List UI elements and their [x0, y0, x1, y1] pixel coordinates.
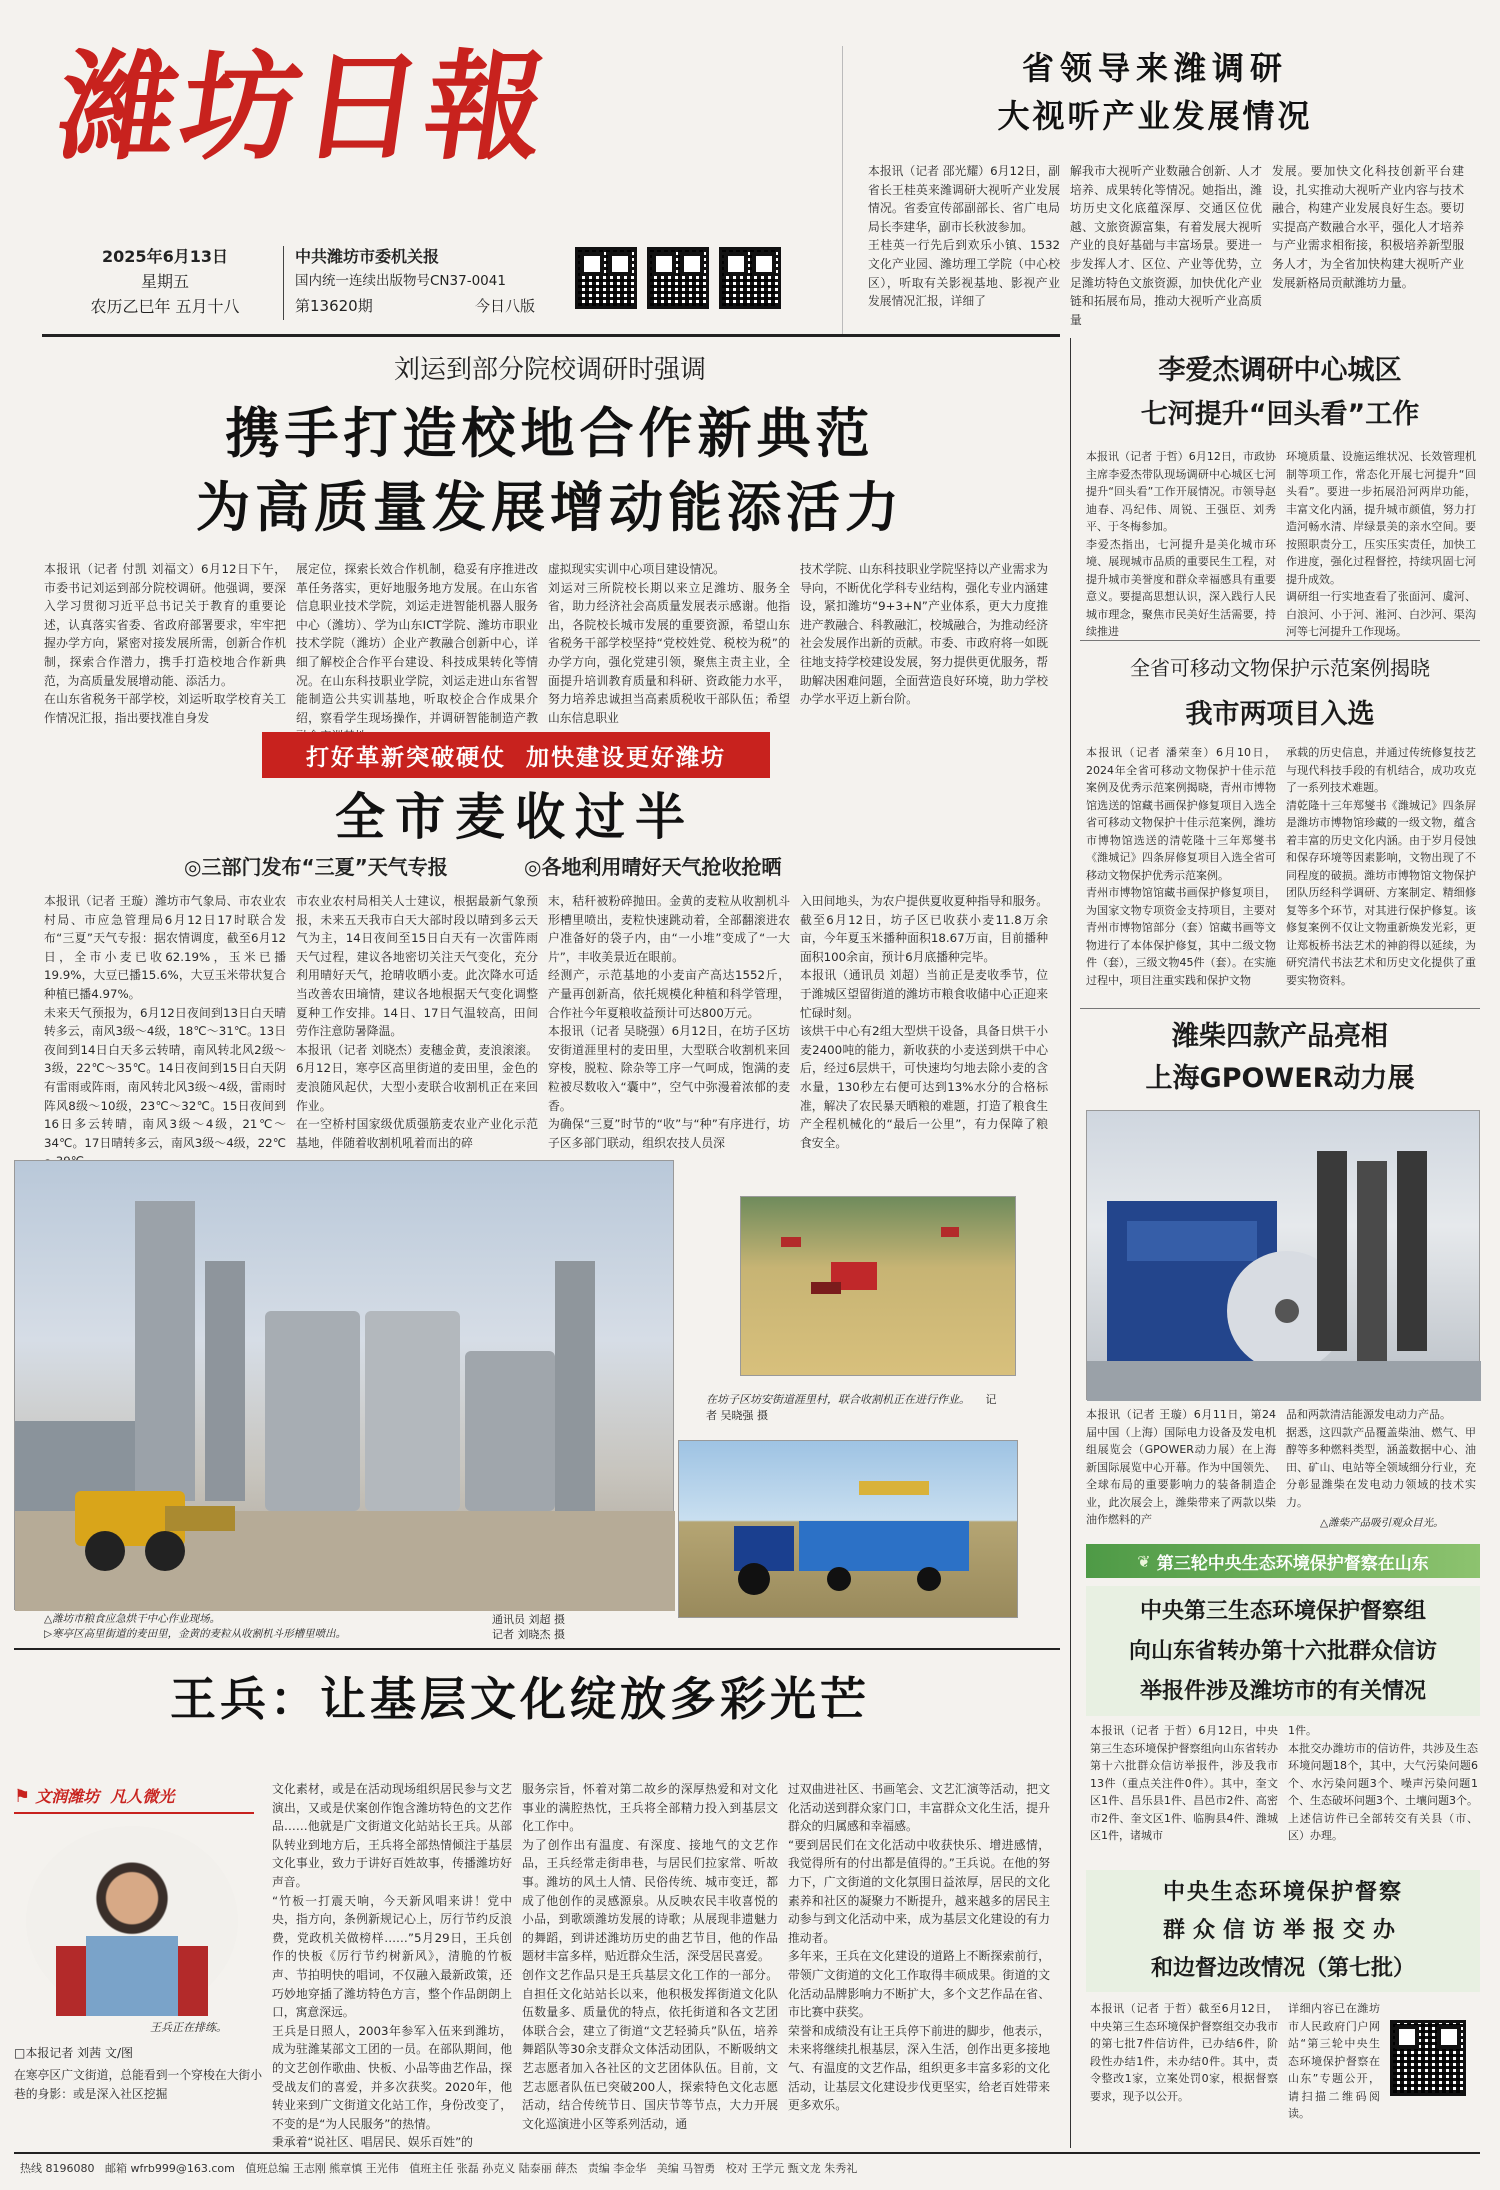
tractor-illustration [679, 1441, 1019, 1619]
a4-col-2: 1件。 本批交办潍坊市的信访件，共涉及生态环境问题18个，其中，大气污染问题6个、水污染问题3个、噪声污染问题1个、生态破坏问题3个、土壤问题3个。 上述信访件已全部转交有关县（市、区）办理。 [1288, 1724, 1478, 1842]
lead-kicker: 刘运到部分院校调研时强调 [393, 355, 706, 385]
lunar-date: 农历乙巳年 五月十八 [90, 297, 240, 316]
a1-title-2: 七河提升“回头看”工作 [1140, 399, 1420, 430]
photo-credit-left: 通讯员 刘超 摄 记者 刘晓杰 摄 [492, 1613, 565, 1641]
feature-tag-text: 文润潍坊 凡人微光 [35, 1787, 175, 1806]
a2-kicker: 全省可移动文物保护示范案例揭晓 [1130, 656, 1430, 680]
a3-photo-caption: △潍柴产品吸引观众目光。 [1320, 1517, 1444, 1529]
cn-number: 国内统一连续出版物号CN37-0041 [295, 273, 506, 289]
issue-weekday: 星期五 [140, 272, 189, 291]
a5-title-1: 中央生态环境保护督察 [1162, 1880, 1403, 1905]
red-banner-text: 打好革新突破硬仗 加快建设更好潍坊 [305, 744, 726, 771]
a3-col-1: 本报讯（记者 王璇）6月11日，第24届中国（上海）国际电力设备及发电机组展览会（GPOWER动力展）在上海新国际展览中心开幕。作为中国领先、全球布局的重要影响力的装备制造企业，此次展会上，潍柴带来了两款以柴油作燃料的产 [1086, 1408, 1276, 1526]
qr-code-3[interactable] [719, 247, 781, 309]
feature-col-3: 服务宗旨，怀着对第二故乡的深厚热爱和对文化事业的满腔热忱，王兵将全部精力投入到基层文化工作中。 为了创作出有温度、有深度、接地气的文艺作品，王兵经常走街串巷，与居民们拉家常、听故事。潍坊的风土人情、民俗传统、城市变迁，都成了他创作的灵感源泉。从反映农民丰收喜悦的小品，到歌颂潍坊发展的诗歌；从展现非遗魅力的舞蹈，到讲述潍坊历史的曲艺节目，他的作品题材丰富多样，贴近群众生活，深受居民喜爱。 创作文艺作品只是王兵基层文化工作的一部分。自担任文化站站长以来，他积极发挥街道文化队伍数量多、质量优的特点，依托街道和各文艺团体联合会，建立了街道“文艺轻骑兵”队伍，培养舞蹈队等30余支群众文体活动团队，不断吸纳文艺志愿者加入各社区的文艺团体队伍。目前，文艺志愿者队伍已突破200人，探索特色文化志愿活动，结合传统节日、国庆节等节点，大力开展文化巡演进小区等系列活动，通 [522, 1782, 778, 2131]
a4-title-1: 中央第三生态环境保护督察组 [1139, 1599, 1426, 1624]
a1-col-2: 环境质量、设施运维状况、长效管理机制等项工作，常态化开展七河提升“回头看”。要进一步拓展沿河两岸功能，丰富文化内涵，提升城市颜值，努力打造河畅水清、岸绿景美的亲水空间。要按照职责分工，压实压实责任，加快工作进度，强化过程督控，持续巩固七河提升成效。 调研组一行实地查看了张面河、虞河、白浪河、小于河、溎河、白沙河、渠沟河等七河提升工作现场。 [1286, 450, 1476, 638]
feature-byline: □本报记者 刘茜 文/图 [14, 2046, 134, 2060]
green-banner-text: 第三轮中央生态环境保护督察在山东 [1156, 1553, 1429, 1574]
lead-title-1: 携手打造校地合作新典范 [225, 401, 875, 465]
logo-text: 濰坊日報 [50, 37, 558, 176]
harvest-col-4: 入田间地头，为农户提供夏收夏种指导和服务。截至6月12日，坊子区已收获小麦11.8万余亩，今年夏玉米播种面积18.67万亩，目前播种面积100余亩，预计6月底播种完毕。 本报讯（通讯员 刘超）当前正是麦收季节，位于潍城区望留街道的潍坊市粮食收储中心正迎来忙碌时刻。 该烘干中心有2组大型烘干设备，具备日烘干小麦2400吨的能力，新收获的小麦送到烘干中心后，经过6层烘干，可快速均匀地去除小麦的含水量，130秒左右便可达到13%水分的合格标准，解决了农民暴天晒粮的难题，打造了粮食生产全程机械化的“最后一公里”，有力保障了粮食安全。 [800, 894, 1048, 1150]
feature-tag [14, 1784, 254, 1814]
photo-harvester-field [740, 1196, 1016, 1376]
feature-col-1: 在寒亭区广文街道，总能看到一个穿梭在大街小巷的身影：或是深入社区挖掘 [14, 2068, 262, 2101]
a3-title-1: 潍柴四款产品亮相 [1172, 1021, 1388, 1052]
a5-title-3: 和边督边改情况（第七批） [1150, 1956, 1415, 1981]
a1-title-1: 李爱杰调研中心城区 [1158, 355, 1402, 386]
top-right-title-2: 大视听产业发展情况 [997, 97, 1313, 135]
feature-portrait [26, 1826, 238, 2016]
feature-title: 王兵：让基层文化绽放多彩光芒 [170, 1672, 870, 1726]
top-right-col-1: 本报讯（记者 邵光耀）6月12日，副省长王桂英来潍调研大视听产业发展情况。省委宣传部副部长、省广电局局长李建华，副市长秋波参加。 王桂英一行先后到欢乐小镇、1532文化产业园、潍坊理工学院（中心校区），听取有关影视基地、影视产业发展情况汇报，详细了 [868, 164, 1060, 309]
a2-col-2: 承载的历史信息，并通过传统修复技艺与现代科技手段的有机结合，成功攻克了一系列技术难题。 清乾隆十三年郑燮书《潍城记》四条屏是潍坊市博物馆珍藏的一级文物，蕴含着丰富的历史文化内涵。由于岁月侵蚀和保存环境等因素影响，文物出现了不同程度的破损。潍坊市博物馆文物保护团队历经科学调研、方案制定、精细修复等多个环节，对其进行保护修复。该修复案例不仅让文物重新焕发光彩，更让郑板桥书法艺术的神韵得以延续，为研究清代书法艺术和历史文化提供了重要实物资料。 [1286, 746, 1476, 987]
feature-col-2: 文化素材，或是在活动现场组织居民参与文艺演出，又或是伏案创作饱含潍坊特色的文艺作品……他就是广文街道文化站站长王兵。从部队转业到地方后，王兵将全部热情倾注于基层文化事业，致力于讲好百姓故事，传播潍坊好声音。 “竹板一打震天响，今天新风唱来讲！党中央，指方向，条例新规记心上，厉行节约反浪费，党政机关做榜样……”5月29日，王兵创作的快板《厉行节约树新风》，清脆的竹板声、节拍明快的唱词，不仅融入最新政策，还巧妙地穿插了潍坊特色方言，整个作品朗朗上口，寓意深远。 王兵是日照人，2003年参军入伍来到潍坊，成为驻潍某部文工团的一员。在部队期间，他的文艺创作歌曲、快板、小品等曲艺作品，探受战友们的喜爱，并多次获奖。2020年，他转业来到广文街道文化站工作，身份改变了，不变的是“为人民服务”的热情。 秉承着“说社区、唱居民、娱乐百姓”的 [272, 1782, 512, 2150]
page-count: 今日八版 [474, 297, 535, 315]
silo-illustration [15, 1161, 675, 1611]
lead-col-2: 展定位，探索长效合作机制，稳妥有序推进改革任务落实，更好地服务地方发展。在山东省信息职业技术学院，刘运走进智能机器人服务中心（潍坊）、学为山东ICT学院、潍坊市职业技术学院（潍坊）企业产教融合创新中心，详细了解校企合作平台建设、科技成果转化等情况。在山东科技职业学院，刘运走进山东省智能制造公共实训基地，听取校企合作成果介绍，察看学生现场操作，并调研智能制造产教 [296, 562, 538, 725]
red-banner [262, 732, 770, 778]
publisher-block [295, 244, 545, 324]
photo-caption-left: △潍坊市粮食应急烘干中心作业现场。 ▷寒亭区高里街道的麦田里，金黄的麦粒从收割机斗形槽里喷出。 [44, 1613, 347, 1640]
qr-code-ecology[interactable] [1390, 2020, 1466, 2096]
qr-code-2[interactable] [647, 247, 709, 309]
photo-caption-right-text: 在坊子区坊安街道涯里村，联合收割机正在进行作业。 [706, 1393, 970, 1406]
a4-title-block [1086, 1586, 1480, 1716]
harvester-illustration [741, 1197, 1017, 1377]
top-right-col-2: 解我市大视听产业数融合创新、人才培养、成果转化等情况。她指出，潍坊历史文化底蕴深厚、交通区位优越、文旅资源富集，有着发展大视听产业的良好基础与丰富场景。要进一步发挥人才、区位、产业等优势，立足潍坊特色文旅资源，加快优化产业链和拓展布局，推动大视听产业高质量 [1070, 164, 1262, 327]
a4-title-3: 举报件涉及潍坊市的有关情况 [1139, 1679, 1426, 1704]
harvest-col-2: 市农业农村局相关人士建议，根据最新气象预报，未来五天我市白天大部时段以晴到多云天气为主，14日夜间至15日白天有一次雷阵雨天气过程，建议各地密切关注天气变化，充分利用晴好天气，抢晴收晒小麦。此次降水可适当改善农田墒情，建议各地根据天气变化调整夏种工作安排。14日、17日气温较高，田间劳作注意防暑降温。 本报讯（记者 刘晓杰）麦穗金黄，麦浪滚滚。6月12日，寒亭区高里街道的麦田里，金色的麦浪随风起伏，大型小麦联合收割机正在来回作业。 在一空桥村国家级优质强筋麦农业产业化示范基地，伴随着收割机吼着而出的碎 [296, 894, 538, 1150]
photo-caption-right [706, 1392, 1006, 1424]
lead-title-2: 为高质量发展增动能添活力 [196, 475, 904, 539]
harvest-title: 全市麦收过半 [335, 787, 695, 846]
a5-title-block [1086, 1870, 1480, 1992]
a4-col-1: 本报讯（记者 于哲）6月12日，中央第三生态环境保护督察组向山东省转办第十六批群众信访举报件，涉及我市13件（重点关注件0件）。其中，奎文区1件、昌乐县1件、昌邑市2件、高密市2件、奎文区1件、临朐县4件、潍城区1件，诸城市 [1090, 1724, 1278, 1842]
photo-weichai-expo [1086, 1110, 1480, 1400]
top-right-title-1: 省领导来潍调研 [1021, 49, 1288, 87]
a5-col-1: 本报讯（记者 于哲）截至6月12日，中央第三生态环境保护督察组交办我市的第七批7件信访件，已办结6件，阶段性办结1件，未办结0件。其中，责令整改1家，立案处罚0家，根据督察要求，现予以公开。 [1090, 2002, 1278, 2103]
lead-col-3: 虚拟现实实训中心项目建设情况。 刘运对三所院校长期以来立足潍坊、服务全省，助力经济社会高质量发展表示感谢。他指出，各院校长城市发展的重要资源，希望山东省税务干部学校坚持“党校姓党、税校为税”的办学方向，强化党建引领，聚焦主责主业，全面提升培训教育质量和科研、资政能力水平，努力培养忠诚担当高素质税收干部队伍；希望山东信息职业 [548, 562, 790, 725]
a3-title-2: 上海GPOWER动力展 [1145, 1063, 1415, 1094]
top-right-col-3: 发展。要加快文化科技创新平台建设，扎实推动大视听产业内容与技术融合，构建产业发展良好生态。要切实提高产数融合水平，强化人才培养与产业需求相衔接，积极培养新型服务人才，为全省加快构建大视听产业发展新格局贡献潍坊力量。 [1272, 164, 1464, 290]
a2-title: 我市两项目入选 [1185, 699, 1375, 730]
lead-col-4: 技术学院、山东科技职业学院坚持以产业需求为导向，不断优化学科专业结构，强化专业内涵建设，紧扣潍坊“9+3+N”产业体系，更大力度推进产教融合、科教融汇，校城融合，为推动经济社会发展作出新的贡献。市委、市政府将一如既往地支持学校建设发展，努力提供更优服务，帮助解决困难问题，全面营造良好环境，助力学校办学水平迈上新台阶。 [800, 562, 1048, 707]
feature-col-4: 过双曲进社区、书画笔会、文艺汇演等活动，把文化活动送到群众家门口，丰富群众文化生活，提升群众的归属感和幸福感。 “要到居民们在文化活动中收获快乐、增进感情，我觉得所有的付出都是值得的。”王兵说。在他的努力下，广文街道的文化氛围日益浓厚，居民的文化素养和社区的凝聚力不断提升，越来越多的居民主动参与到文化活动中来，成为基层文化建设的有力推动者。 多年来，王兵在文化建设的道路上不断探索前行，带领广文街道的文化工作取得丰硕成果。街道的文化活动品牌影响力不断扩大，多个文艺作品在省、市比赛中获奖。 荣誉和成绩没有让王兵停下前进的脚步，他表示，未来将继续扎根基层，深入生活，创作出更多接地气、有温度的文艺作品，组织更多丰富多彩的文化活动，让基层文化建设步伐更坚实，给老百姓带来更多欢乐。 [788, 1782, 1050, 2113]
flag-icon: ⚑ [14, 1786, 31, 1807]
harvest-sub-1: ◎三部门发布“三夏”天气专报 [184, 855, 448, 879]
harvest-col-1: 本报讯（记者 王璇）潍坊市气象局、市农业农村局、市应急管理局6月12日17时联合发布“三夏”天气专报：据农情调度，截至6月12日，全市小麦已收62.19%，玉米已播19.9%，大豆已播15.6%，大豆玉米带状复合种植已播4.97%。 未来天气预报为，6月12日夜间到13日白天晴转多云，南风3级～4级，18℃～31℃。13日夜间到14日白天多云转晴，南风转北风2级～3级，22℃～35℃。14日夜间到15日白天阴有雷雨或阵雨，南风转北风3级～4级，雷雨时阵风8级～10级，23℃～32℃。15日夜间到16日多云转晴，南风3级～4级，21℃～34℃。17日晴转多云，南风3级～4级，22℃ [44, 894, 286, 1150]
publisher-name: 中共潍坊市委机关报 [295, 247, 440, 266]
footer-credits: 热线 8196080 邮箱 wfrb999@163.com 值班总编 王志刚 熊章慎 王光伟 值班主任 张磊 孙克义 陆泰丽 薛杰 责编 李金华 美编 马智勇 校对 王学元 甄文龙 朱秀礼 [20, 2162, 858, 2175]
portrait-illustration [26, 1826, 238, 2016]
photo-tractor-trailer [678, 1440, 1018, 1618]
feature-photo-caption: 王兵正在排练。 [150, 2021, 227, 2034]
masthead-date-block [70, 244, 260, 324]
engine-illustration [1087, 1111, 1481, 1401]
a5-col-2: 详细内容已在潍坊市人民政府门户网站“第三轮中央生态环境保护督察在山东”专题公开，请扫描二维码阅读。 [1288, 2002, 1380, 2120]
issue-number: 第13620期 [295, 297, 373, 315]
green-banner [1086, 1544, 1480, 1578]
a2-col-1: 本报讯（记者 潘荣奎）6月10日，2024年全省可移动文物保护十佳示范案例及优秀示范案例揭晓，青州市博物馆选送的馆藏书画保护修复项目入选全省可移动文物保护十佳示范案例，潍坊市博物馆选送的清乾隆十三年郑燮书《潍城记》四条屏修复项目入选全省可移动文物保护优秀示范案例。 青州市博物馆馆藏书画保护修复项目，为国家文物专项资金支持项目，主要对青州市博物馆部分（套）馆藏书画等文物进行了本体保护修复，其中二级文物件（套），三级文物45件（套）。在实施过程中，项目注重实践和保护文物 [1086, 746, 1276, 987]
photo-grain-silo [14, 1160, 674, 1610]
photo-credit-right: 记者 吴晓强 摄 [706, 1393, 997, 1422]
a5-title-2: 群众信访举报交办 [1162, 1918, 1403, 1943]
lead-col-1: 本报讯（记者 付凯 刘福文）6月12日下午，市委书记刘运到部分院校调研。他强调，要深入学习贯彻习近平总书记关于教育的重要论述，认真落实省委、省政府部署要求，牢牢把握办学方向，紧密对接发展所需，创新合作机制，探索合作潜力，携手打造校地合作新典范，为高质量发展增动能、添活力。 在山东省税务干部学校，刘运听取学校育关工作情况汇报，指出要找准自身发 [44, 562, 286, 725]
harvest-sub-2: ◎各地利用晴好天气抢收抢晒 [524, 855, 782, 879]
issue-date: 2025年6月13日 [102, 247, 228, 266]
a3-col-2: 品和两款清洁能源发电动力产品。 据悉，这四款产品覆盖柴油、燃气、甲醇等多种燃料类型，涵盖数据中心、油田、矿山、电站等全领域细分行业，充分彰显潍柴在发电动力领域的技术实力。 [1286, 1408, 1476, 1509]
a4-title-2: 向山东省转办第十六批群众信访 [1128, 1639, 1437, 1664]
a1-col-1: 本报讯（记者 于哲）6月12日，市政协主席李爱杰带队现场调研中心城区七河提升“回头看”工作开展情况。市领导赵迪春、冯纪伟、周锐、王强臣、刘秀平、于冬梅参加。 李爱杰指出，七河提升是美化城市环境、展现城市品质的重要民生工程，对提升城市美誉度和群众幸福感具有重要意义。要提高思想认识，深入践行人民城市理念，聚焦市民美好生活需要，持续推进 [1086, 450, 1276, 638]
qr-code-1[interactable] [575, 247, 637, 309]
top-right-headline [850, 44, 1460, 140]
harvest-col-3: 末，秸秆被粉碎抛田。金黄的麦粒从收割机斗形槽里喷出，麦粒快速跳动着，全部翻滚进农户准备好的袋子内，由“一小堆”变成了“一大片”，丰收美景近在眼前。 经测产，示范基地的小麦亩产高达1552斤，产量再创新高，依托规模化种植和科学管理，合作社今年夏粮收益预计可达800万元。 本报讯（记者 吴晓强）6月12日，在坊子区坊安街道涯里村的麦田里，大型联合收割机来回穿梭，脱粒、除杂等工序一气呵成，饱满的麦粒被尽数收入“囊中”，空气中弥漫着浓郁的麦香。 为确保“三夏”时节的“收”与“种”有序进行，坊子区多部门联动，组织农技人员深 [548, 894, 790, 1150]
leaf-icon: ❦ [1137, 1551, 1151, 1571]
masthead-logo [50, 32, 570, 182]
